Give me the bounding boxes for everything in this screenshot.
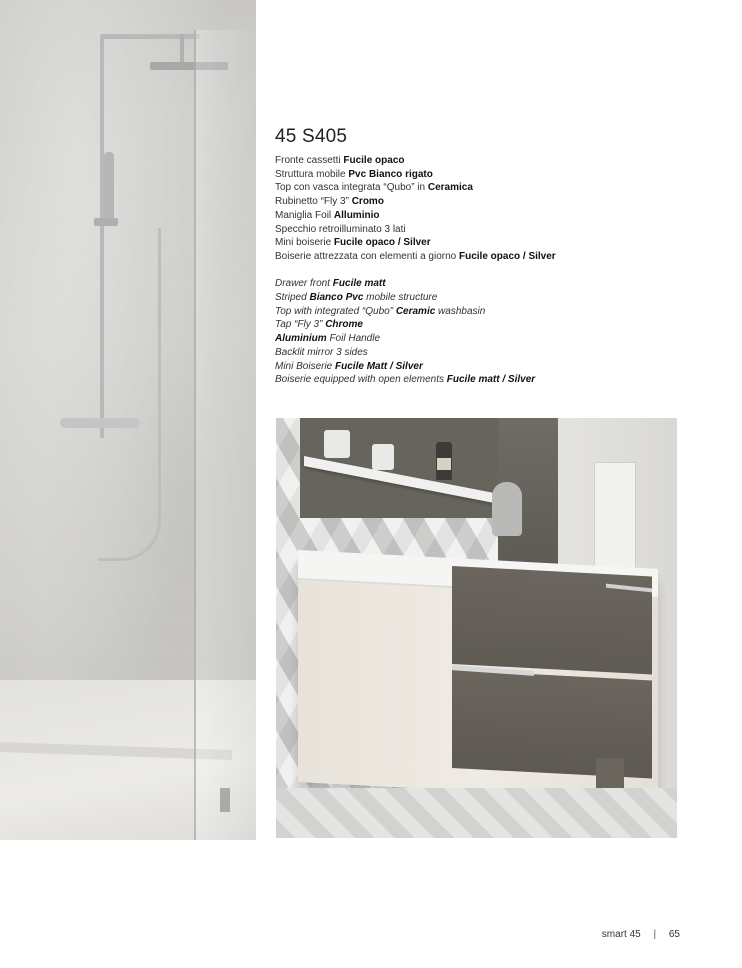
spec-label: Drawer front <box>275 278 333 290</box>
spec-line <box>275 305 695 319</box>
vanity-photo <box>276 418 677 838</box>
spec-line <box>275 360 695 374</box>
spec-line <box>275 181 695 195</box>
spec-label: Struttura mobile <box>275 168 349 180</box>
thermostatic-mixer <box>60 418 140 428</box>
spec-label: Backlit mirror 3 sides <box>275 346 368 358</box>
spec-line <box>275 318 695 332</box>
spec-line <box>275 373 695 387</box>
spec-line <box>275 346 695 360</box>
spec-value: Aluminium <box>275 333 327 345</box>
spec-value: Fucile opaco / Silver <box>333 237 431 249</box>
spec-value: Cromo <box>351 196 384 208</box>
product-code: 45 S405 <box>275 126 348 147</box>
spec-gap <box>275 264 695 278</box>
spec-line <box>275 195 695 209</box>
spec-label: Foil Handle <box>326 333 381 345</box>
spec-line <box>275 236 695 250</box>
spec-value: Fucile Matt / Silver <box>335 360 423 372</box>
hair-dryer <box>492 482 522 536</box>
glass-screen <box>194 30 256 840</box>
spec-label: Mini boiserie <box>275 237 334 249</box>
page-footer <box>560 929 680 940</box>
hand-shower <box>104 152 114 222</box>
spec-label: Specchio retroilluminato 3 lati <box>275 223 406 235</box>
shower-hose <box>98 228 161 561</box>
hand-shower-holder <box>94 218 118 226</box>
spec-value: Ceramica <box>427 182 473 194</box>
spec-value: Fucile opaco <box>343 155 405 166</box>
spec-label: Boiserie attrezzata con elementi a giorno <box>275 250 459 262</box>
spec-line <box>275 209 695 223</box>
shower-head-arm <box>180 34 184 64</box>
spec-line <box>275 168 695 182</box>
spec-english <box>275 277 695 387</box>
spec-value: Fucile opaco / Silver <box>459 250 556 262</box>
spec-label: Tap “Fly 3” <box>275 319 326 331</box>
top-drawer <box>452 566 652 674</box>
spec-line <box>275 277 695 291</box>
spec-line <box>275 332 695 346</box>
bottle-label <box>437 458 451 470</box>
glass-hinge <box>220 788 230 812</box>
spec-italian <box>275 154 695 264</box>
spec-label: Top con vasca integrata “Qubo” in <box>275 182 428 194</box>
spec-label: Fronte cassetti <box>275 155 344 166</box>
spec-line <box>275 154 695 168</box>
spec-label: Boiserie equipped with open elements <box>275 374 447 386</box>
cup <box>324 430 350 458</box>
shower-photo <box>0 0 256 840</box>
footer-separator: | <box>653 929 657 940</box>
floor-tiles <box>276 788 677 838</box>
spec-line <box>275 223 695 237</box>
spec-value: Chrome <box>325 319 363 331</box>
spec-block <box>275 154 695 387</box>
brand-name: smart <box>601 929 627 940</box>
spec-value: Bianco Pvc <box>309 292 364 304</box>
spec-label: washbasin <box>435 305 486 317</box>
spec-label: Top with integrated “Qubo” <box>275 305 396 317</box>
spec-line <box>275 291 695 305</box>
shower-arm <box>100 34 200 39</box>
cup <box>372 444 394 470</box>
spec-label: mobile structure <box>363 292 438 304</box>
spec-value: Alluminio <box>333 209 380 221</box>
spec-label: Striped <box>275 292 310 304</box>
spec-value: Fucile matt / Silver <box>446 374 536 386</box>
spec-label: Rubinetto “Fly 3” <box>275 196 352 208</box>
spec-value: Pvc Bianco rigato <box>348 168 433 180</box>
spec-label: Maniglia Foil <box>275 209 334 221</box>
spec-value: Ceramic <box>395 305 436 317</box>
spec-value: Fucile matt <box>332 278 386 290</box>
spec-label: Mini Boiserie <box>275 360 336 372</box>
page-number: 65 <box>668 929 680 940</box>
brand-number: 45 <box>629 929 641 940</box>
spec-line <box>275 250 695 264</box>
